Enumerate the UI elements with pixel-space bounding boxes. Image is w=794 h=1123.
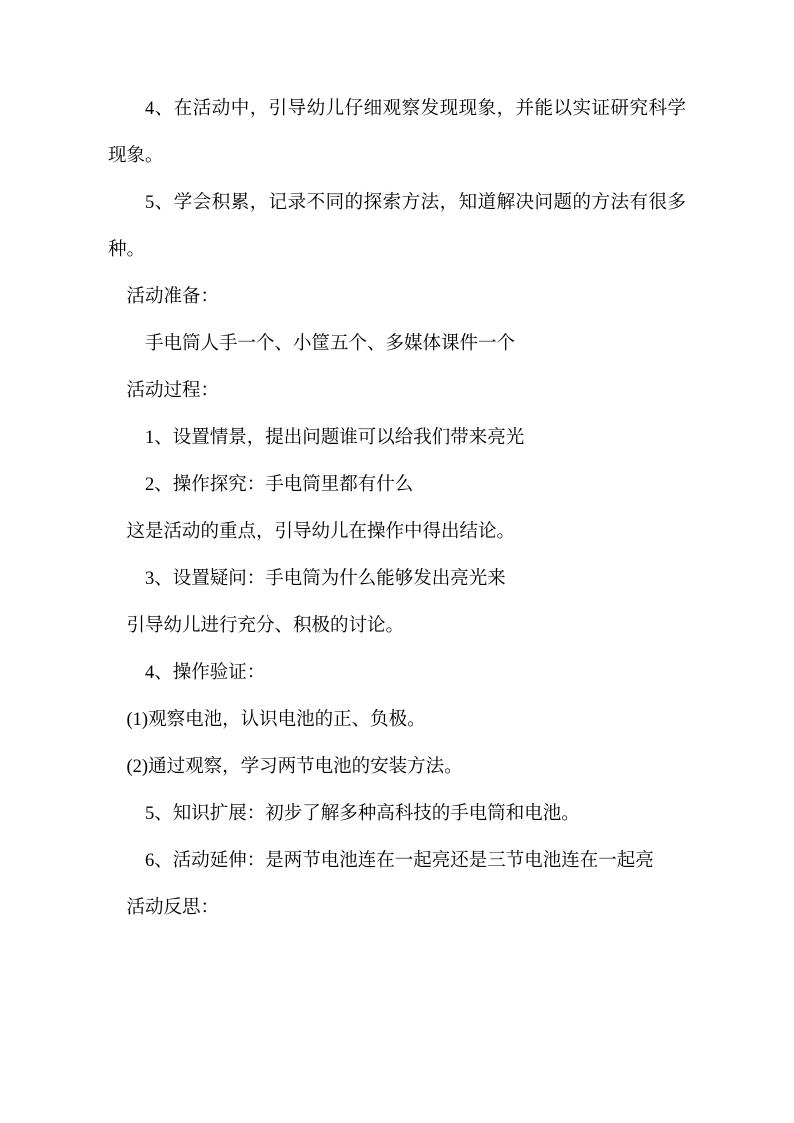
section-heading-preparation: 活动准备： xyxy=(126,287,220,307)
paragraph: 4、操作验证： xyxy=(145,663,266,683)
paragraph: 这是活动的重点，引导幼儿在操作中得出结论。 xyxy=(126,522,516,542)
paragraph: 2、操作探究：手电筒里都有什么 xyxy=(145,475,414,495)
paragraph: (2)通过观察，学习两节电池的安装方法。 xyxy=(126,757,463,777)
paragraph: 6、活动延伸：是两节电池连在一起亮还是三节电池连在一起亮 xyxy=(145,851,654,871)
paragraph: (1)观察电池，认识电池的正、负极。 xyxy=(126,710,426,730)
paragraph: 4、在活动中，引导幼儿仔细观察发现现象，并能以实证研究科学现象。 xyxy=(108,99,686,166)
section-heading-process: 活动过程： xyxy=(126,381,220,401)
paragraph: 引导幼儿进行充分、积极的讨论。 xyxy=(126,616,405,636)
paragraph: 3、设置疑问：手电筒为什么能够发出亮光来 xyxy=(145,569,506,589)
paragraph: 5、学会积累，记录不同的探索方法，知道解决问题的方法有很多种。 xyxy=(108,193,686,260)
paragraph: 1、设置情景，提出问题谁可以给我们带来亮光 xyxy=(145,428,525,448)
paragraph: 5、知识扩展：初步了解多种高科技的手电筒和电池。 xyxy=(145,804,580,824)
section-heading-reflection: 活动反思： xyxy=(126,898,220,918)
paragraph: 手电筒人手一个、小筐五个、多媒体课件一个 xyxy=(145,334,516,354)
document-body xyxy=(108,86,686,932)
